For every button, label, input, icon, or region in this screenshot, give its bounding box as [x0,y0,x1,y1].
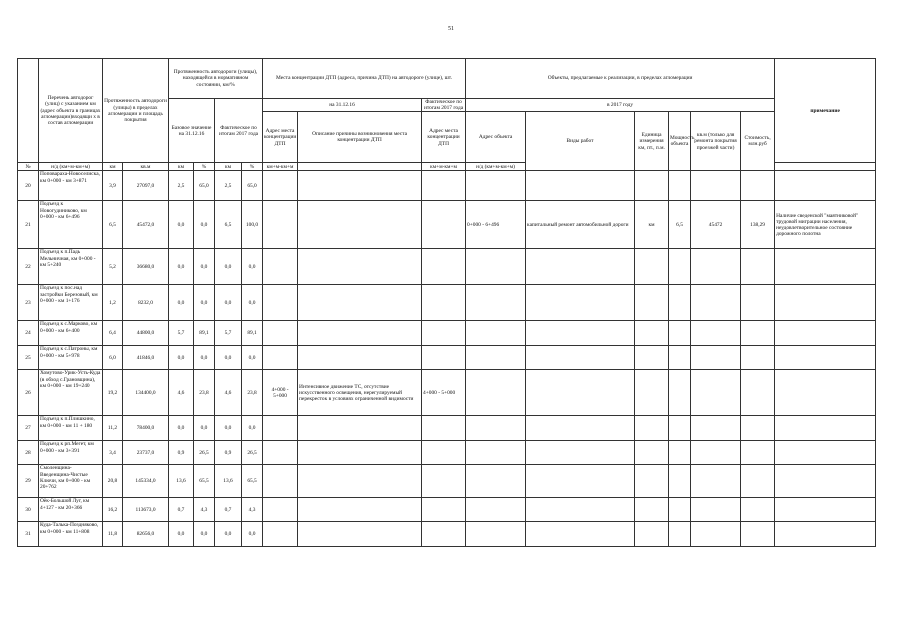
cell-note: Наличие сведенской "маятниковой" трудовой миграции населения, неудовлетворительное состояние дорожного полотна [775,201,876,249]
table-row [18,321,876,346]
cell-akm: 0,0 [215,416,242,441]
cell-bp: 0,0 [194,285,215,321]
cell-c [741,249,775,285]
cell-sq [691,498,741,522]
cell-n: 28 [18,441,39,465]
cell-m2: 78400,0 [123,416,169,441]
cell-pw [669,321,691,346]
cell-d3 [422,201,466,249]
cell-u [635,522,669,547]
cell-akm: 0,7 [215,498,242,522]
cell-d2 [298,416,422,441]
cell-bkm: 4,6 [169,370,194,416]
cell-wt [526,522,635,547]
cell-note [775,370,876,416]
cell-d2 [298,346,422,370]
cell-note [775,416,876,441]
cell-km: 20,8 [103,465,123,498]
cell-d3 [422,285,466,321]
cell-m2: 27097,0 [123,171,169,201]
cell-c [741,441,775,465]
cell-pw [669,465,691,498]
table-row [18,285,876,321]
cell-d2 [298,522,422,547]
cell-n: 22 [18,249,39,285]
cell-ap: 0,0 [242,285,263,321]
cell-note [775,285,876,321]
cell-d2 [298,465,422,498]
cell-akm: 13,6 [215,465,242,498]
cell-c [741,498,775,522]
cell-m2: 145334,0 [123,465,169,498]
header-length-km: км [103,163,123,171]
cell-oa [466,249,526,285]
cell-oa [466,522,526,547]
cell-d1 [263,522,298,547]
cell-d2 [298,285,422,321]
cell-note [775,346,876,370]
cell-d2 [298,249,422,285]
table-row [18,249,876,285]
cell-d1 [263,285,298,321]
cell-akm: 0,0 [215,522,242,547]
cell-n: 24 [18,321,39,346]
cell-m2: 113673,0 [123,498,169,522]
cell-c [741,416,775,441]
cell-bp: 65,5 [194,465,215,498]
page-number: 51 [448,26,454,32]
cell-road: Подъезд к рп.Мегет, км 0+000 - км 3+391 [39,441,103,465]
cell-bkm: 0,0 [169,522,194,547]
cell-u [635,346,669,370]
cell-akm: 0,0 [215,346,242,370]
cell-road: Подъезд к п.Плишкино, км 0+000 - км 11 + 180 [39,416,103,441]
cell-u [635,321,669,346]
cell-km: 11,2 [103,416,123,441]
cell-c [741,370,775,416]
cell-sq [691,441,741,465]
cell-oa [466,321,526,346]
cell-d3 [422,498,466,522]
cell-bp: 23,8 [194,370,215,416]
cell-m2: 8232,0 [123,285,169,321]
table-row [18,441,876,465]
cell-pw [669,522,691,547]
header-base-km: км [169,163,194,171]
header-note: примечание [775,59,876,163]
header-normative: Протяженность автодороги (улицы), находящейся в нормативном состоянии, км/% [169,59,263,99]
cell-n: 26 [18,370,39,416]
cell-n: 23 [18,285,39,321]
header-work-type: Виды работ [526,112,635,171]
header-length-m2: кв.м [123,163,169,171]
cell-n: 27 [18,416,39,441]
header-dtp-unit: км+м-км+м [263,163,298,171]
table-row [18,416,876,441]
cell-akm: 4,6 [215,370,242,416]
cell-u: км [635,201,669,249]
cell-wt [526,346,635,370]
cell-pw [669,171,691,201]
cell-wt [526,498,635,522]
cell-road: Хомутово-Урик-Усть-Куда (в обход с.Грановщина), км 0+000 - км 19+240 [39,370,103,416]
cell-oa [466,285,526,321]
cell-d2 [298,171,422,201]
cell-u [635,249,669,285]
cell-m2: 45472,0 [123,201,169,249]
header-dtp-address2: Адрес места концентрации ДТП [422,112,466,163]
cell-km: 3,4 [103,441,123,465]
cell-bp: 4,3 [194,498,215,522]
cell-pw [669,285,691,321]
cell-bp: 0,0 [194,522,215,547]
cell-road: Подъезд к Новогудиниково, км 0+000 - км 6+496 [39,201,103,249]
header-year: в 2017 году [466,99,775,112]
cell-road: Подъезд к с.Патроны, км 0+000 - км 5+978 [39,346,103,370]
cell-road: Смоленщина-Введенщина-Чистые Ключи, км 0+000 - км 20+762 [39,465,103,498]
cell-d2 [298,498,422,522]
cell-bp: 89,1 [194,321,215,346]
cell-d3 [422,465,466,498]
cell-m2: 44800,0 [123,321,169,346]
cell-bkm: 0,0 [169,416,194,441]
cell-d2 [298,441,422,465]
cell-wt [526,416,635,441]
cell-sq [691,249,741,285]
cell-sq [691,321,741,346]
header-dtp-reason: Описание причины возникновения места концентрации ДТП [298,112,422,163]
cell-oa [466,465,526,498]
cell-c [741,321,775,346]
cell-note [775,441,876,465]
header-power: Мощность объекта [669,112,691,171]
cell-m2: 82656,0 [123,522,169,547]
header-sqm: кв.м (только для ремонта покрытия проезжей части) [691,112,741,171]
cell-bp: 65,0 [194,171,215,201]
cell-note [775,498,876,522]
cell-d2 [298,201,422,249]
cell-akm: 5,7 [215,321,242,346]
cell-n: 31 [18,522,39,547]
cell-d1: 4+000 - 5+000 [263,370,298,416]
cell-road: Оёк-Большой Луг, км 4+127 - км 20+366 [39,498,103,522]
cell-d1 [263,171,298,201]
cell-km: 1,2 [103,285,123,321]
cell-ap: 0,0 [242,416,263,441]
cell-sq: 45472 [691,201,741,249]
cell-u [635,285,669,321]
header-actual-km: км [215,163,242,171]
header-road-sub: н/д (км+м-км+м) [39,163,103,171]
cell-ap: 0,0 [242,346,263,370]
cell-d3 [422,249,466,285]
cell-bkm: 0,0 [169,201,194,249]
cell-ap: 0,0 [242,249,263,285]
cell-oa [466,370,526,416]
cell-sq [691,416,741,441]
header-dtp-unit2: км+м-км+м [422,163,466,171]
cell-note [775,522,876,547]
header-num-blank [18,59,39,163]
header-road-list: Перечень автодорог (улиц) с указанием км (адрес объекта в границах агломерации)входящи х в состав агломерации [39,59,103,163]
cell-m2: 23737,0 [123,441,169,465]
cell-m2: 41846,0 [123,346,169,370]
cell-bkm: 0,7 [169,498,194,522]
cell-d3: 4+000 - 5+000 [422,370,466,416]
header-dtp-address: Адрес места концентрации ДТП [263,112,298,163]
cell-wt [526,171,635,201]
table-row [18,201,876,249]
cell-km: 16,2 [103,498,123,522]
cell-akm: 0,0 [215,249,242,285]
cell-d1 [263,346,298,370]
cell-d1 [263,201,298,249]
cell-d2: Интенсивное движение ТС, отсутствие искусственного освещения, нерегулируемый перекресток в условиях ограниченной видимости [298,370,422,416]
cell-u [635,441,669,465]
cell-c: 138,29 [741,201,775,249]
cell-d1 [263,416,298,441]
table-row [18,171,876,201]
cell-wt [526,370,635,416]
cell-km: 6,0 [103,346,123,370]
table-row [18,522,876,547]
cell-km: 3,9 [103,171,123,201]
cell-sq [691,370,741,416]
header-dtp-actual: Фактическое по итогам 2017 года [422,99,466,112]
table-row [18,498,876,522]
cell-c [741,285,775,321]
cell-bkm: 13,6 [169,465,194,498]
cell-note [775,465,876,498]
cell-bkm: 0,0 [169,249,194,285]
cell-bp: 26,5 [194,441,215,465]
cell-bp: 0,0 [194,346,215,370]
cell-ap: 26,5 [242,441,263,465]
cell-sq [691,465,741,498]
cell-oa [466,171,526,201]
cell-akm: 2,5 [215,171,242,201]
cell-akm: 0,9 [215,441,242,465]
cell-wt [526,285,635,321]
cell-m2: 134400,0 [123,370,169,416]
cell-wt [526,321,635,346]
cell-sq [691,285,741,321]
cell-pw [669,441,691,465]
cell-n: 25 [18,346,39,370]
header-actual: Фактическое по итогам 2017 года [215,99,263,163]
cell-d3 [422,441,466,465]
cell-pw [669,249,691,285]
cell-n: 20 [18,171,39,201]
cell-bp: 0,0 [194,249,215,285]
cell-d2 [298,321,422,346]
cell-n: 21 [18,201,39,249]
cell-road: Поповараха-Новоселиска, км 0+000 - км 3+871 [39,171,103,201]
cell-c [741,522,775,547]
cell-note [775,249,876,285]
cell-u [635,370,669,416]
cell-bkm: 0,0 [169,346,194,370]
table-row [18,370,876,416]
cell-note [775,321,876,346]
cell-bkm: 0,9 [169,441,194,465]
cell-km: 6,5 [103,201,123,249]
cell-sq [691,346,741,370]
cell-bkm: 0,0 [169,285,194,321]
header-dtp: Места концентрации ДТП (адреса, причина ДТП) на автодороге (улице), шт. [263,59,466,99]
header-length: Протяженность автодороги (улицы) в пределах агломерации и площадь покрытия [103,59,169,163]
header-num: № [18,163,39,171]
header-obj-address-sub: н/д (км+м-км+м) [466,163,526,171]
cell-road: Куда-Талька-Поздняково, км 0+000 - км 11+808 [39,522,103,547]
header-base: Базовое значение на 31.12.16 [169,99,215,163]
cell-ap: 89,1 [242,321,263,346]
table-row [18,346,876,370]
cell-pw [669,346,691,370]
header-actual-pct: % [242,163,263,171]
cell-u [635,465,669,498]
cell-d3 [422,171,466,201]
cell-oa [466,346,526,370]
cell-d1 [263,465,298,498]
header-unit: Единица измерения км, пт., п.м. [635,112,669,171]
cell-d1 [263,249,298,285]
cell-d1 [263,441,298,465]
cell-wt: капитальный ремонт автомобильной дороги [526,201,635,249]
cell-d3 [422,346,466,370]
cell-ap: 100,0 [242,201,263,249]
cell-pw: 6,5 [669,201,691,249]
header-base-pct: % [194,163,215,171]
cell-akm: 6,5 [215,201,242,249]
cell-u [635,416,669,441]
table-body [18,171,876,547]
cell-pw [669,370,691,416]
cell-km: 6,4 [103,321,123,346]
cell-c [741,465,775,498]
cell-d1 [263,321,298,346]
cell-wt [526,441,635,465]
cell-road: Подъезд к пос.над застройки Березовый, км 0+000 - км 1+176 [39,285,103,321]
cell-akm: 0,0 [215,285,242,321]
cell-oa [466,498,526,522]
cell-ap: 65,5 [242,465,263,498]
header-objects: Объекты, предлагаемые к реализации, в пределах агломерации [466,59,775,99]
cell-sq [691,171,741,201]
cell-pw [669,416,691,441]
cell-bkm: 5,7 [169,321,194,346]
road-table [17,58,876,547]
cell-ap: 65,0 [242,171,263,201]
header-obj-address: Адрес объекта [466,112,526,163]
cell-road: Подъезд к с.Марково, км 0+000 - км 6+400 [39,321,103,346]
cell-n: 29 [18,465,39,498]
cell-sq [691,522,741,547]
cell-km: 11,8 [103,522,123,547]
table-row [18,465,876,498]
cell-d3 [422,416,466,441]
cell-ap: 0,0 [242,522,263,547]
cell-oa [466,441,526,465]
cell-d3 [422,321,466,346]
cell-road: Подъезд к п.Падь Мельничная, км 0+000 - км 5+240 [39,249,103,285]
cell-m2: 36680,0 [123,249,169,285]
header-dtp-date: на 31.12.16 [263,99,422,112]
header-dtp-reason-blank [298,163,422,171]
cell-note [775,171,876,201]
cell-pw [669,498,691,522]
cell-km: 19,2 [103,370,123,416]
cell-ap: 23,8 [242,370,263,416]
header-cost: Стоимость, млн.руб [741,112,775,171]
cell-c [741,171,775,201]
cell-u [635,171,669,201]
cell-oa: 0+000 - 6+496 [466,201,526,249]
cell-n: 30 [18,498,39,522]
cell-km: 5,2 [103,249,123,285]
cell-oa [466,416,526,441]
header-note-blank [775,163,876,171]
cell-wt [526,249,635,285]
cell-d1 [263,498,298,522]
cell-bp: 0,0 [194,201,215,249]
cell-c [741,346,775,370]
cell-ap: 4,3 [242,498,263,522]
cell-bp: 0,0 [194,416,215,441]
cell-wt [526,465,635,498]
cell-u [635,498,669,522]
cell-d3 [422,522,466,547]
cell-bkm: 2,5 [169,171,194,201]
